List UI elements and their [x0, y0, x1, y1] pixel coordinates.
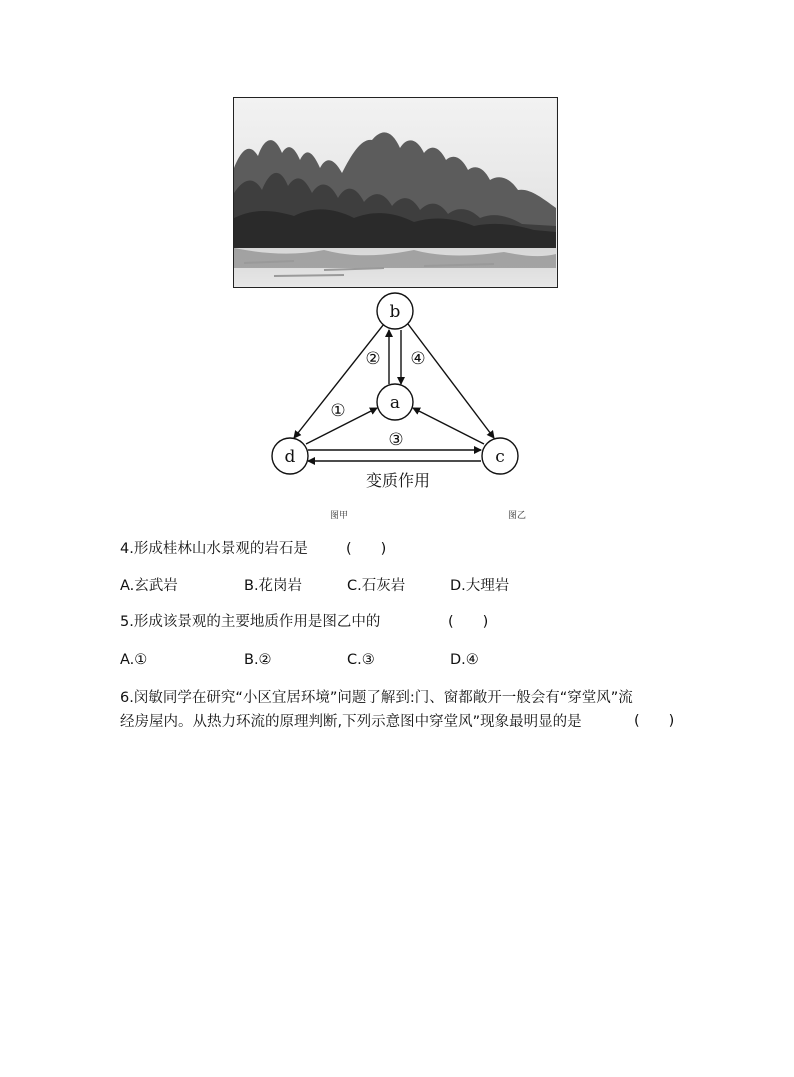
metamorphism-label: 变质作用 — [365, 471, 431, 490]
question-6-line-2: 经房屋内。从热力环流的原理判断,下列示意图中穿堂风”现象最明显的是 — [120, 714, 582, 730]
node-b-label: b — [389, 302, 401, 322]
question-4-stem: 4.形成桂林山水景观的岩石是 — [120, 541, 308, 557]
arrow-b-to-c — [408, 324, 494, 438]
question-5-option-d: D.④ — [450, 652, 479, 668]
arrow-label-three: ③ — [388, 430, 404, 450]
rock-cycle-diagram — [260, 288, 530, 498]
karst-landscape-photo — [233, 97, 558, 288]
question-4-option-c: C.石灰岩 — [347, 578, 406, 594]
arrow-label-two: ② — [365, 349, 381, 369]
question-4-answer-blank: ( ) — [346, 541, 387, 557]
figure-a-caption: 图甲 — [330, 511, 349, 521]
arrow-c-to-a — [413, 408, 484, 444]
arrow-label-one: ① — [330, 401, 346, 421]
figure-b-caption: 图乙 — [508, 511, 527, 521]
rock-cycle-svg — [260, 288, 530, 498]
question-6-stem — [120, 686, 690, 734]
karst-landscape-illustration — [234, 98, 556, 286]
question-4-option-a: A.玄武岩 — [120, 578, 178, 594]
question-5-option-b: B.② — [244, 652, 272, 668]
question-4-option-d: D.大理岩 — [450, 578, 510, 594]
arrow-label-four: ④ — [410, 349, 426, 369]
question-6-line-1: 6.闵敏同学在研究“小区宜居环境”问题了解到:门、窗都敞开一般会有“穿堂风”流 — [120, 690, 633, 706]
question-5-option-c: C.③ — [347, 652, 375, 668]
question-4-option-b: B.花岗岩 — [244, 578, 303, 594]
question-5-answer-blank: ( ) — [448, 614, 489, 630]
question-6-answer-blank: ( ) — [634, 713, 675, 729]
question-5-stem: 5.形成该景观的主要地质作用是图乙中的 — [120, 614, 381, 630]
node-a-label: a — [389, 393, 401, 413]
node-d-label: d — [284, 447, 296, 467]
question-5-option-a: A.① — [120, 652, 148, 668]
node-c-label: c — [495, 447, 505, 467]
